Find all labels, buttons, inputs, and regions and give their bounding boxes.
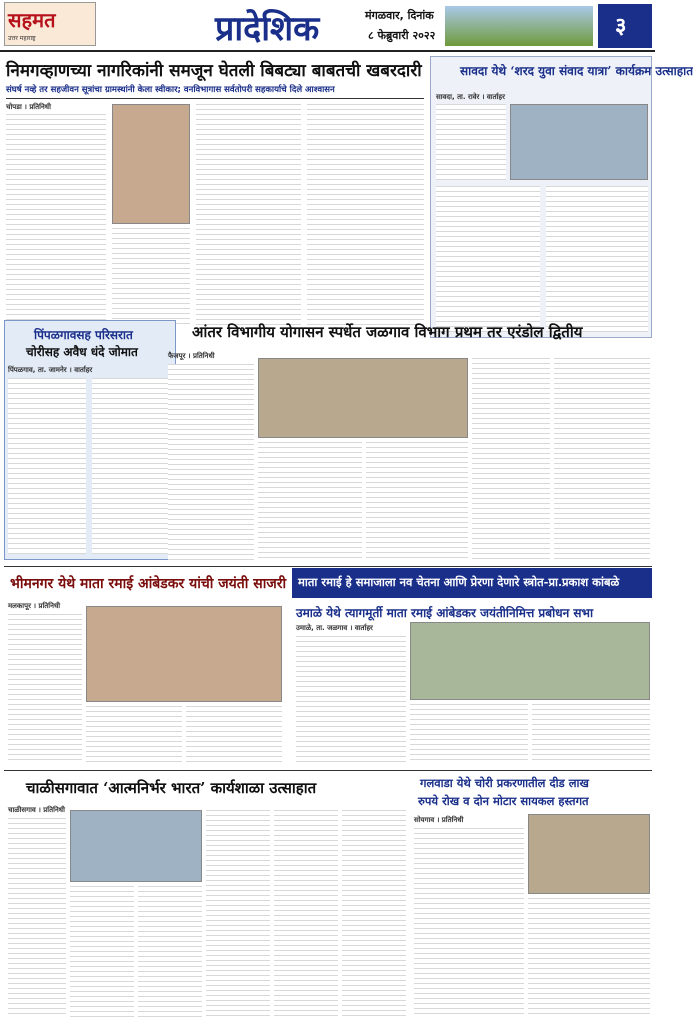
story5-body-col3 bbox=[186, 706, 282, 762]
story7-body-col3 bbox=[138, 886, 202, 1018]
story7-body-col4 bbox=[206, 810, 270, 1018]
story7-body-col6 bbox=[342, 810, 406, 1018]
divider bbox=[4, 770, 652, 771]
story8-byline: सोयगाव । प्रतिनिधी bbox=[414, 816, 464, 824]
story4-body-col3 bbox=[366, 442, 468, 562]
story4-byline: फैजपूर । प्रतिनिधी bbox=[168, 352, 215, 360]
story7-body-col1 bbox=[8, 818, 66, 1018]
story6-byline: उमाळे, ता. जळगाव । वार्ताहर bbox=[296, 624, 373, 632]
weekday: मंगळवार, दिनांक bbox=[365, 9, 434, 22]
story5-headline: भीमनगर येथे माता रमाई आंबेडकर यांची जयंती साजरी bbox=[10, 576, 287, 592]
story1-body-col4 bbox=[307, 104, 424, 326]
story6-headline1: माता रमाई हे समाजाला नव चेतना आणि प्रेरणा देणारे स्त्रोत-प्रा.प्रकाश कांबळे bbox=[298, 575, 620, 589]
story3-byline: पिंपळगाव, ता. जामनेर । वार्ताहर bbox=[8, 366, 93, 374]
story1-byline: चोपडा । प्रतिनिधी bbox=[6, 103, 51, 111]
story1-photo bbox=[112, 104, 190, 224]
story3-body-col2 bbox=[92, 378, 172, 554]
story1-headline: निमगव्हाणच्या नागरिकांनी समजून घेतली बिबट्या बाबतची खबरदारी bbox=[6, 61, 422, 81]
story8-headline1: गलवाडा येथे चोरी प्रकरणातील दीड लाख bbox=[420, 776, 589, 790]
story2-body-col2 bbox=[436, 186, 540, 332]
story2-headline: सावदा येथे ‘शरद युवा संवाद यात्रा’ कार्यक्रम उत्साहात bbox=[460, 64, 693, 78]
story3-headline2: चोरीसह अवैध धंदे जोमात bbox=[26, 345, 138, 359]
story7-byline: चाळीसगाव । प्रतिनिधी bbox=[8, 806, 65, 814]
story8-photo bbox=[528, 814, 650, 894]
story4-body-col4 bbox=[472, 358, 550, 562]
story2-photo bbox=[510, 104, 648, 180]
story8-headline2: रुपये रोख व दोन मोटार सायकल हस्तगत bbox=[418, 794, 589, 808]
story3-headline1: पिंपळगावसह परिसरात bbox=[34, 328, 133, 342]
story8-body-col1 bbox=[414, 828, 524, 1018]
story7-body-col2 bbox=[70, 886, 134, 1018]
story6-body-col2 bbox=[410, 704, 528, 762]
story2-body-col1 bbox=[436, 104, 506, 180]
story4-body-col5 bbox=[554, 358, 650, 562]
story5-byline: मलकापूर । प्रतिनिधी bbox=[8, 602, 61, 610]
story1-subhead: संघर्ष नव्हे तर सहजीवन सूत्रांचा ग्रामस्थांनी केला स्वीकार; वनविभागास सर्वतोपरी सहकार्याचे दिले आश्वासन bbox=[6, 85, 335, 95]
logo-subtitle: उत्तर महाराष्ट्र bbox=[8, 35, 36, 42]
story2-byline: सावदा, ता. रावेर । वार्ताहर bbox=[436, 93, 506, 101]
logo-text: सहमत bbox=[8, 8, 56, 32]
issue-date: ८ फेब्रुवारी २०२२ bbox=[368, 29, 436, 42]
story6-body-col3 bbox=[532, 704, 650, 762]
story1-body-col3 bbox=[196, 104, 301, 326]
story6-photo bbox=[410, 622, 650, 700]
story4-body-col1 bbox=[168, 364, 254, 562]
story4-body-col2 bbox=[258, 442, 362, 562]
section-title: प्रादेशिक bbox=[215, 9, 320, 49]
story5-body-col2 bbox=[86, 706, 182, 762]
story6-headline2: उमाळे येथे त्यागमूर्ती माता रमाई आंबेडकर जयंतीनिमित्त प्रबोधन सभा bbox=[296, 606, 594, 620]
story4-photo bbox=[258, 358, 468, 438]
story1-body-col2 bbox=[112, 228, 190, 326]
divider bbox=[4, 566, 652, 567]
story5-photo bbox=[86, 606, 282, 702]
story7-photo bbox=[70, 810, 202, 882]
story7-body-col5 bbox=[274, 810, 338, 1018]
story1-body-col1 bbox=[6, 114, 106, 326]
story7-headline: चाळीसगावात ‘आत्मनिर्भर भारत’ कार्यशाळा उत्साहात bbox=[26, 779, 317, 797]
header-photo bbox=[445, 6, 593, 46]
story6-body-col1 bbox=[296, 636, 406, 762]
page-number: ३ bbox=[615, 14, 627, 39]
divider bbox=[6, 98, 424, 99]
story8-body-col2 bbox=[528, 898, 650, 1018]
story4-headline: आंतर विभागीय योगासन स्पर्धेत जळगाव विभाग प्रथम तर एरंडोल द्वितीय bbox=[192, 323, 583, 341]
story3-body-col1 bbox=[8, 378, 86, 554]
story5-body-col1 bbox=[8, 614, 82, 762]
story2-body-col3 bbox=[546, 186, 648, 332]
